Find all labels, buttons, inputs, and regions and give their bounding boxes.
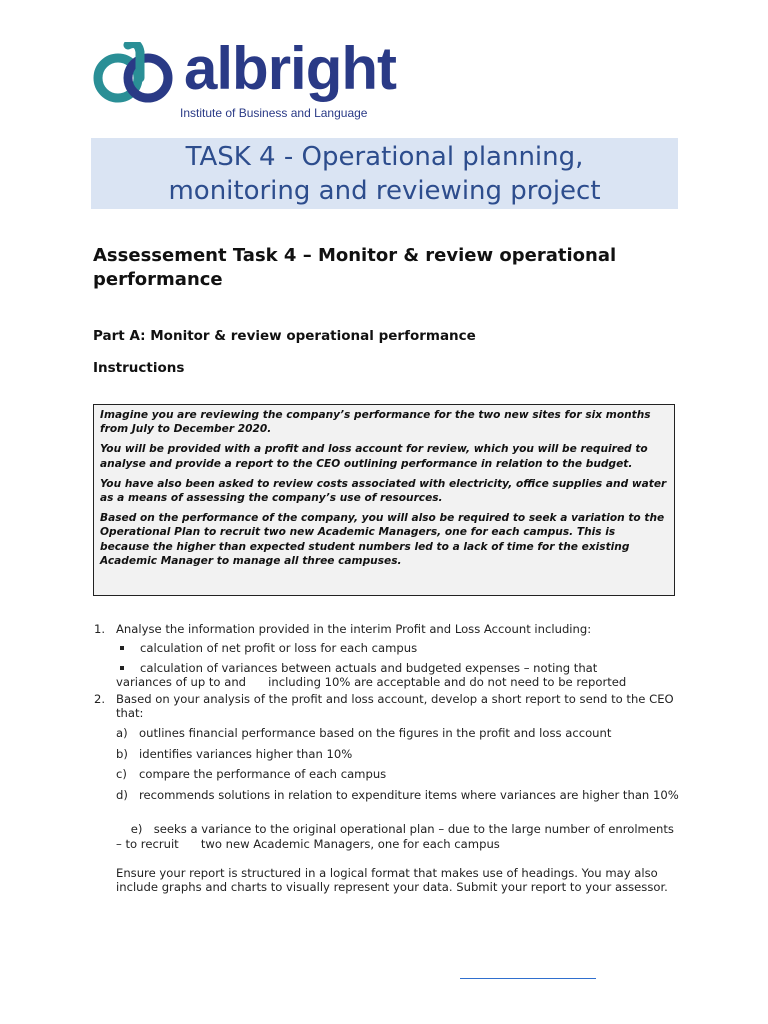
sub-text: recommends solutions in relation to expenditure items where variances are higher than 10% [139, 787, 679, 802]
footer-rule [460, 978, 596, 979]
albright-logo [92, 35, 396, 124]
sub-label: c) [116, 767, 127, 782]
task-list [94, 622, 679, 895]
item-number: 1. [94, 622, 106, 636]
sub-label: d) [116, 787, 128, 802]
title-line-1: TASK 4 - Operational planning, [185, 142, 584, 172]
closing-paragraph: Ensure your report is structured in a logical format that makes use of headings. You may also include graphs and charts to visually represent your data. Submit your report to your assessor. [116, 865, 668, 895]
logo-tagline: Institute of Business and Language [180, 106, 368, 120]
bullet-text: calculation of variances between actuals and budgeted expenses – noting that [140, 660, 598, 675]
bullet-square-icon [120, 646, 124, 650]
sub-label: e) [130, 822, 143, 837]
document-title [91, 138, 678, 209]
sub-item [94, 767, 679, 781]
list-item [94, 692, 679, 721]
scenario-paragraph: Based on the performance of the company, you will also be required to seek a variation to the Operational Plan to recruit two new Academic Managers, one for each campus. This is because the higher than expected student numbers led to a lack of time for the existing Academic Manager to manage all three campuses. [100, 512, 665, 567]
bullet-square-icon [120, 666, 124, 670]
item-text: Analyse the information provided in the interim Profit and Loss Account including: [116, 622, 592, 636]
sub-label: a) [116, 726, 128, 741]
instructions-heading: Instructions [93, 360, 185, 376]
scenario-paragraph: You have also been asked to review costs associated with electricity, office supplies and water as a means of assessing the company’s use of resources. [100, 477, 667, 505]
sub-text: compare the performance of each campus [139, 767, 387, 782]
scenario-paragraph: Imagine you are reviewing the company’s performance for the two new sites for six months from July to December 2020. [100, 409, 651, 436]
bullet-item [94, 641, 679, 655]
assessment-heading: Assessement Task 4 – Monitor & review operational performance [93, 245, 617, 290]
sub-text: outlines financial performance based on the figures in the profit and loss account [139, 726, 612, 741]
item-text: Based on your analysis of the profit and loss account, develop a short report to send to the CEO that: [116, 691, 674, 721]
bullet-item [94, 661, 679, 675]
albright-logo-mark-icon [92, 42, 182, 108]
bullet-continuation: variances of up to and including 10% are acceptable and do not need to be reported [116, 675, 627, 690]
sub-item [94, 726, 679, 740]
title-line-2: monitoring and reviewing project [168, 176, 601, 206]
sub-item [94, 747, 679, 761]
scenario-box [93, 404, 675, 596]
list-item [94, 622, 679, 636]
scenario-paragraph: You will be provided with a profit and loss account for review, which you will be required to analyse and provide a report to the CEO outlining performance in relation to the budget. [100, 443, 648, 470]
sub-text: seeks a variance to the original operational plan – due to the large number of enrolments – to recruit two new Academic Managers, one for each campus [116, 822, 678, 851]
part-a-heading: Part A: Monitor & review operational performance [93, 328, 476, 344]
sub-text: identifies variances higher than 10% [139, 746, 353, 761]
sub-item [94, 808, 679, 866]
sub-item [94, 788, 679, 802]
item-number: 2. [94, 691, 106, 706]
bullet-text: calculation of net profit or loss for each campus [140, 641, 418, 656]
sub-label: b) [116, 746, 128, 761]
logo-wordmark: albright [184, 35, 396, 102]
